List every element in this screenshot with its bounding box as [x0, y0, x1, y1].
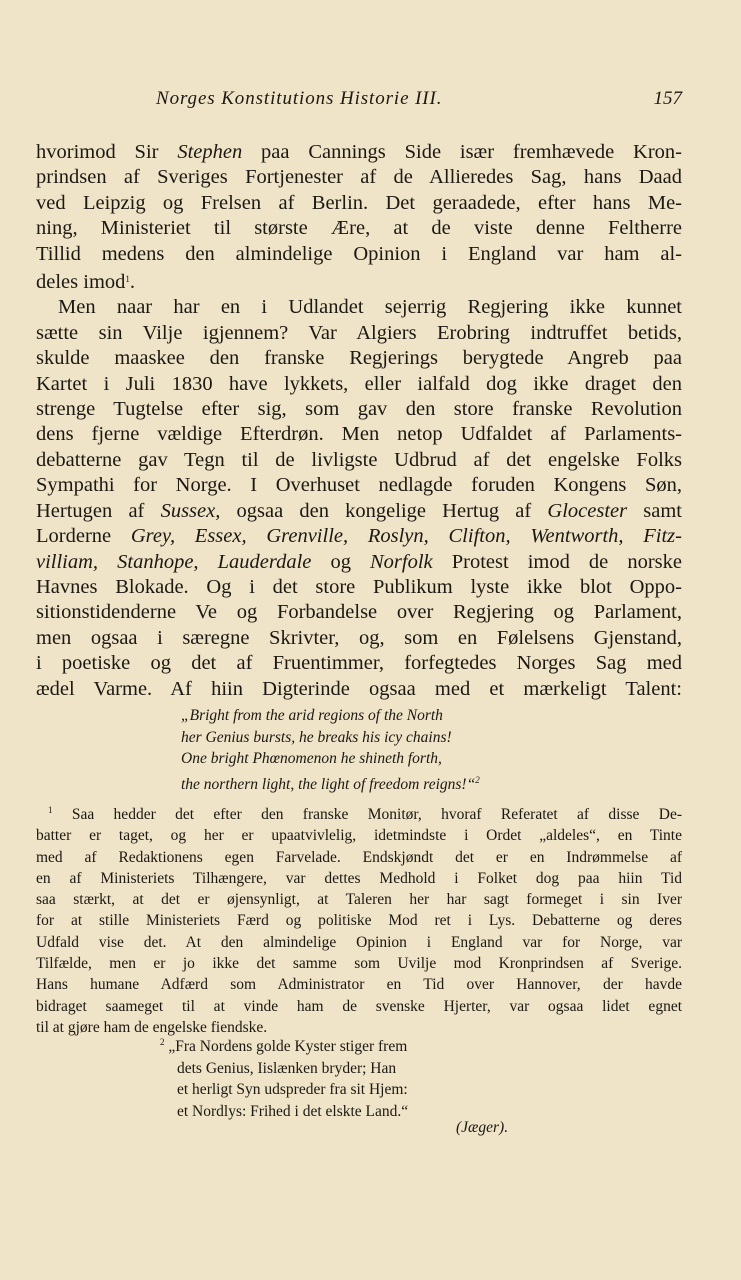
text-line: skulde maaskee den franske Regjerings berygtede Angreb paa — [36, 347, 682, 370]
footnote-line: $^1$ Saa hedder det efter den franske Monitør, hvoraf Referatet af disse De- — [48, 805, 682, 823]
footnote-line: Hans humane Adfærd som Administrator en Tid over Hannover, der havde — [36, 976, 682, 994]
text-line: men ogsaa i særegne Skrivter, og, som en Følelsens Gjenstand, — [36, 626, 682, 649]
text-line: strenge Tugtelse efter sig, som gav den store franske Revolution — [36, 398, 682, 421]
text-line: Lorderne Grey, Essex, Grenville, Roslyn, Clifton, Wentworth, Fitz- — [36, 525, 682, 548]
footnote-line: med af Redaktionens egen Farvelade. Endskjøndt det er en Indrømmelse af — [36, 848, 682, 866]
text-line: i poetiske og det af Fruentimmer, forfegtedes Norges Sag med — [36, 652, 682, 675]
text-line: sitionstidenderne Ve og Forbandelse over Regjering og Parlament, — [36, 601, 682, 624]
text-line: Kartet i Juli 1830 have lykkets, eller ialfald dog ikke draget den — [36, 372, 682, 395]
main-text — [36, 140, 682, 702]
footnote-2 — [160, 1032, 408, 1122]
footnote-marker: 2 — [160, 1037, 165, 1047]
text-line: ning, Ministeriet til største Ære, at de viste denne Feltherre — [36, 217, 682, 240]
page-header — [36, 88, 682, 114]
footnote-ref-2: 2 — [475, 774, 480, 785]
text-line: ædel Varme. Af hiin Digterinde ogsaa med et mærkeligt Talent: — [36, 677, 682, 700]
footnote-line: batter er taget, og her er upaatvivlelig, idetmindste i Ordet „aldeles“, en Tinte — [36, 827, 682, 845]
footnote-line: for at stille Ministeriets Færd og politiske Mod ret i Lys. Debatterne og deres — [36, 912, 682, 930]
footnote-ref-1: 1 — [125, 274, 130, 285]
text-line: prindsen af Sveriges Fortjenester af de Allieredes Sag, hans Daad — [36, 166, 682, 189]
running-title: Norges Konstitutions Historie III. — [156, 88, 443, 109]
text-line: villiam, Stanhope, Lauderdale og Norfolk Protest imod de norske — [36, 550, 682, 573]
footnote-line: dets Genius, Iislænken bryder; Han — [177, 1059, 397, 1077]
poem-line: the northern light, the light of freedom reigns!“$^2$ — [181, 774, 480, 793]
text-line: Havnes Blokade. Og i det store Publikum lyste ikke blot Oppo- — [36, 575, 682, 598]
footnote-line: bidraget saameget til at vinde ham de svenske Hjerter, var ogsaa lidet egnet — [36, 997, 682, 1015]
poem-line: One bright Phœnomenon he shineth forth, — [181, 750, 442, 767]
footnote-line: et Nordlys: Frihed i det elskte Land.“ — [177, 1102, 409, 1120]
poem-line: „Bright from the arid regions of the North — [181, 707, 443, 724]
text-line: debatterne gav Tegn til de livligste Udbrud af det engelske Folks — [36, 448, 682, 471]
text-line: dens fjerne vældige Efterdrøn. Men netop Udfaldet af Parlaments- — [36, 423, 682, 446]
footnote-line: en af Ministeriets Tilhængere, var dettes Medhold i Folket dog paa hiin Tid — [36, 869, 682, 887]
footnote-line: Udfald vise det. At den almindelige Opinion i England var for Norge, var — [36, 933, 682, 951]
text-line: Tillid medens den almindelige Opinion i England var ham al- — [36, 242, 682, 265]
text-line: ved Leipzig og Frelsen af Berlin. Det geraadede, efter hans Me- — [36, 191, 682, 214]
page-number: 157 — [653, 88, 682, 109]
text-line: sætte sin Vilje igjennem? Var Algiers Erobring indtruffet betids, — [36, 321, 682, 344]
text-line: Sympathi for Norge. I Overhuset nedlagde foruden Kongens Søn, — [36, 474, 682, 497]
text-line: Hertugen af Sussex, ogsaa den kongelige Hertug af Glocester samt — [36, 499, 682, 522]
footnote-line: saa stærkt, at det er øjensynligt, at Taleren her har sagt formeget i sin Iver — [36, 891, 682, 909]
footnote-line: $^2$ „Fra Nordens golde Kyster stiger frem — [160, 1037, 408, 1055]
text-line: hvorimod Sir Stephen paa Cannings Side især fremhævede Kron- — [36, 141, 682, 163]
poem-line: her Genius bursts, he breaks his icy chains! — [181, 728, 452, 746]
footnote-line: et herligt Syn udspreder fra sit Hjem: — [177, 1081, 408, 1098]
text-line: deles imod$^1$. — [36, 271, 136, 294]
poem-quote — [181, 705, 480, 795]
footnote-marker: 1 — [48, 805, 53, 815]
footnote-1 — [36, 800, 682, 1038]
footnote-line: Tilfælde, men er jo ikke det samme som Uvilje mod Kronprindsen af Sverige. — [36, 955, 682, 973]
text-line: Men naar har en i Udlandet sejerrig Regjering ikke kunnet — [58, 296, 682, 319]
footnote-line: til at gjøre ham de engelske fiendske. — [36, 1018, 268, 1036]
poem-attribution: (Jæger). — [456, 1119, 509, 1136]
